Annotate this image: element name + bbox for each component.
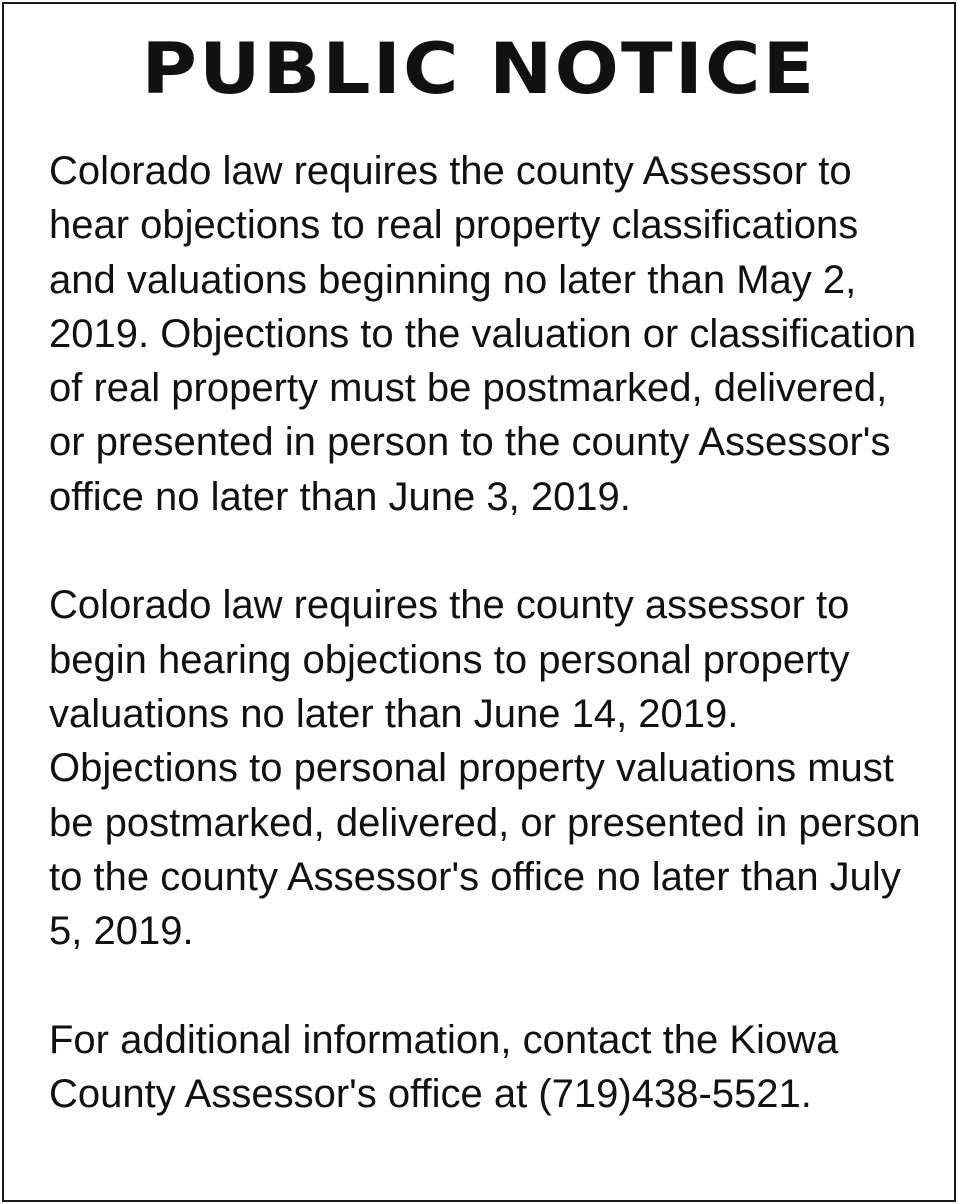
text-line: County Assessor's office at (719)438-5521. (49, 1072, 812, 1117)
notice-body (49, 144, 929, 1121)
text-line: office no later than June 3, 2019. (49, 474, 631, 519)
text-line: Colorado law requires the county Assessor to (49, 149, 852, 193)
public-notice-box (2, 2, 956, 1202)
paragraph-contact-info (49, 1013, 929, 1122)
text-line: For additional information, contact the Kiowa (49, 1017, 839, 1062)
paragraph-spacer (49, 958, 929, 1012)
paragraph-real-property (49, 144, 929, 524)
text-line: 2019. Objections to the valuation or classification (49, 311, 917, 356)
paragraph-personal-property (49, 578, 929, 958)
text-line: 5, 2019. (49, 909, 194, 954)
text-line: Colorado law requires the county assessor to (49, 583, 850, 628)
text-line: or presented in person to the county Assessor's (49, 420, 891, 465)
paragraph-spacer (49, 524, 929, 578)
text-line: of real property must be postmarked, delivered, (49, 366, 888, 411)
text-line: hear objections to real property classifications (49, 203, 859, 248)
text-line: valuations no later than June 14, 2019. (49, 691, 739, 736)
text-line: begin hearing objections to personal property (49, 637, 850, 682)
text-line: and valuations beginning no later than May 2, (49, 257, 857, 302)
text-line: be postmarked, delivered, or presented in person (49, 800, 921, 845)
notice-title: PUBLIC NOTICE (141, 28, 817, 110)
text-line: to the county Assessor's office no later than July (49, 854, 901, 899)
text-line: Objections to personal property valuations must (49, 746, 894, 791)
